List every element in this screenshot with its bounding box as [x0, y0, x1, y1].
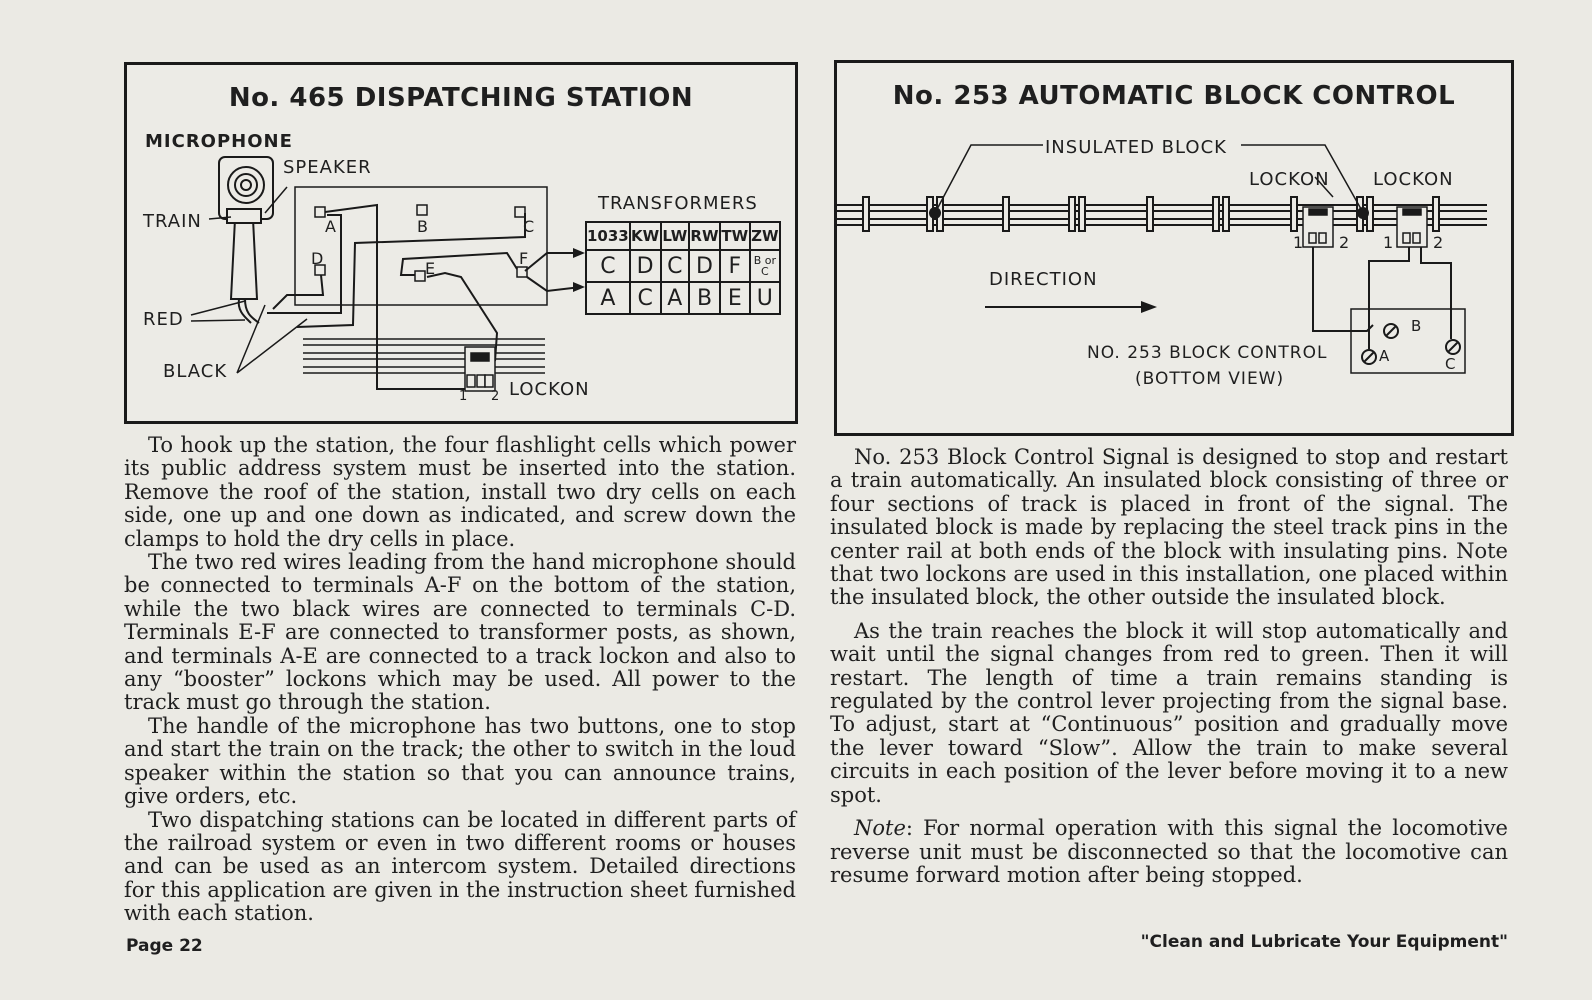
lockon-icon [1303, 207, 1333, 247]
table-cell: D [689, 250, 720, 282]
terminal-a-label: A [1379, 347, 1391, 365]
page-number: Page 22 [126, 936, 203, 956]
table-cell: B [689, 282, 720, 314]
terminal-c-label: C [1445, 355, 1457, 373]
transformers-label: TRANSFORMERS [598, 193, 758, 214]
insulated-block-label: INSULATED BLOCK [1045, 137, 1227, 158]
bottom-view-label: (BOTTOM VIEW) [1135, 369, 1285, 389]
black-label: BLACK [163, 361, 228, 382]
lockon-terminal-2: 2 [1339, 233, 1351, 252]
table-cell: E [720, 282, 750, 314]
paragraph: As the train reaches the block it will stop automatically and wait until the signal changes from red to green. Then it will restart. The length of time a train remains standing is regulated by the control lever projecting from the signal base. To adjust, start at “Continuous” position and gradually move the lever toward “Slow”. Allow the train to make several circuits in each position of the lever before moving it to a new spot. [830, 618, 1508, 807]
paragraph: To hook up the station, the four flashlight cells which power its public address system must be inserted into the station. Remove the roof of the station, install two dry cells on each side, one up and one down as indicated, and screw down the clamps to hold the dry cells in place. [124, 433, 796, 551]
right-text-column [830, 446, 1508, 887]
microphone-label: MICROPHONE [145, 131, 293, 152]
left-text-column [124, 434, 796, 926]
lockon-left-label: LOCKON [1249, 169, 1330, 190]
note-paragraph [830, 817, 1508, 887]
lockon-right-label: LOCKON [1373, 169, 1454, 190]
footer-slogan: "Clean and Lubricate Your Equipment" [1140, 932, 1508, 952]
terminal-e-label: E [425, 259, 437, 278]
transformer-table [585, 221, 781, 315]
block-control-label: NO. 253 BLOCK CONTROL [1087, 343, 1328, 363]
table-cell: D [630, 250, 661, 282]
lockon-icon [465, 347, 495, 391]
microphone-icon [219, 157, 273, 299]
lockon-terminal-2: 2 [1433, 233, 1445, 252]
table-header: KW [630, 222, 661, 250]
figure-title: No. 465 DISPATCHING STATION [228, 83, 694, 113]
terminal-c-label: C [523, 217, 536, 236]
terminal-f-label: F [519, 249, 530, 268]
table-header: RW [689, 222, 720, 250]
table-cell: B or C [750, 250, 780, 282]
figure-title: No. 253 AUTOMATIC BLOCK CONTROL [892, 81, 1456, 111]
lockon-terminal-1: 1 [459, 389, 469, 404]
paragraph: No. 253 Block Control Signal is designed to stop and restart a train automatically. An insulated block consisting of three or four sections of track is placed in front of the signal. The insulated block is made by replacing the steel track pins in the center rail at both ends of the block with insulating pins. Note that two lockons are used in this installation, one placed within the insulated block, the other outside the insulated block. [830, 445, 1508, 610]
table-cell: A [586, 282, 630, 314]
note-text: : For normal operation with this signal the locomotive reverse unit must be disconnected so that the locomotive can resume forward motion after being stopped. [830, 816, 1508, 887]
paragraph: The handle of the microphone has two buttons, one to stop and start the train on the track; the other to switch in the loud speaker within the station so that you can announce trains, give orders, etc. [124, 713, 796, 809]
table-cell: F [720, 250, 750, 282]
terminal-b-label: B [417, 217, 429, 236]
red-label: RED [143, 309, 184, 330]
table-cell: C [661, 250, 690, 282]
table-cell: A [661, 282, 690, 314]
table-cell: C [630, 282, 661, 314]
terminal-b-label: B [1411, 317, 1423, 335]
lockon-terminal-1: 1 [1293, 233, 1305, 252]
table-header: TW [720, 222, 750, 250]
terminal-d-label: D [311, 249, 325, 268]
dispatching-station-figure [124, 62, 798, 424]
terminal-a-label: A [325, 217, 337, 236]
table-header: LW [661, 222, 690, 250]
direction-label: DIRECTION [989, 269, 1098, 290]
table-header: ZW [750, 222, 780, 250]
speaker-label: SPEAKER [283, 157, 372, 178]
paragraph: Two dispatching stations can be located in different parts of the railroad system or even in two different rooms or houses and can be used as an intercom system. Detailed directions for this application are given in the instruction sheet furnished with each station. [124, 807, 796, 926]
lockon-label: LOCKON [509, 379, 590, 400]
table-cell: C [586, 250, 630, 282]
block-control-figure [834, 60, 1514, 436]
table-cell: U [750, 282, 780, 314]
table-header: 1033 [586, 222, 630, 250]
lockon-terminal-1: 1 [1383, 233, 1395, 252]
train-label: TRAIN [143, 211, 202, 232]
paragraph: The two red wires leading from the hand microphone should be connected to terminals A-F on the bottom of the station, while the two black wires are connected to terminals C-D. Terminals E-F are connected to transformer posts, as shown, and terminals A-E are connected to a track lockon and also to any “booster” lockons which may be used. All power to the track must go through the station. [124, 550, 796, 715]
note-label: Note [854, 816, 906, 841]
lockon-icon [1397, 207, 1427, 247]
lockon-terminal-2: 2 [491, 389, 501, 404]
